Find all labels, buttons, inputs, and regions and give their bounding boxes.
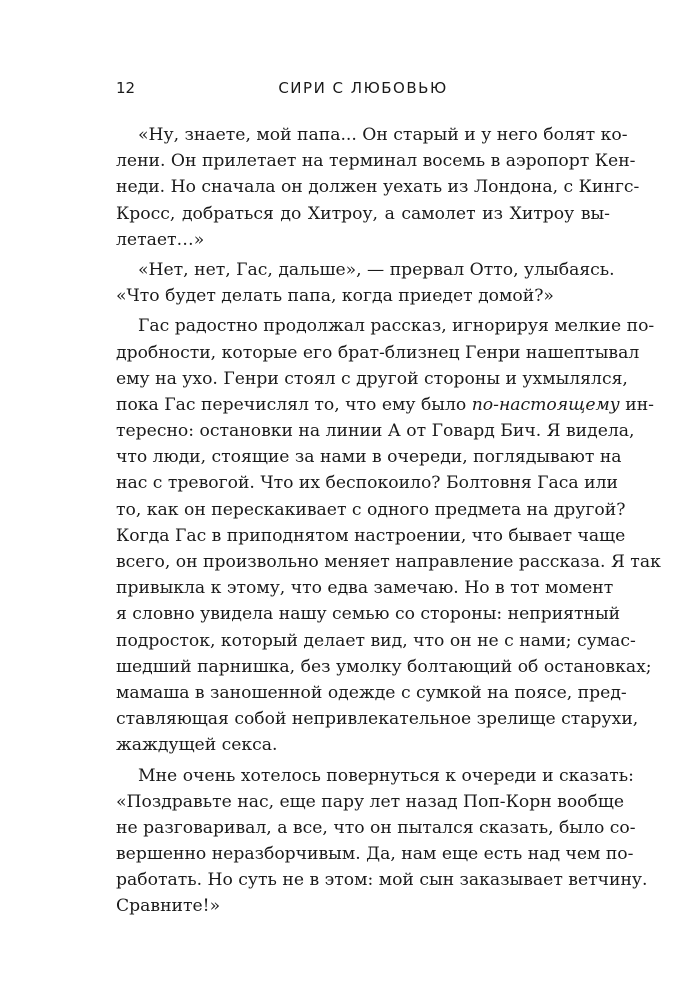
- text-segment: пока Гас перечислял то, что ему было: [116, 394, 467, 415]
- running-title: СИРИ С ЛЮБОВЬЮ: [278, 79, 448, 97]
- text-line: неди. Но сначала он должен уехать из Лондона, с Кингс-: [116, 177, 640, 198]
- text-line: я словно увидела нашу семью со стороны: неприятный: [116, 604, 621, 625]
- paragraph: [116, 122, 640, 253]
- text-line: нас с тревогой. Что их беспокоило? Болтовня Гаса или: [116, 473, 618, 494]
- paragraph: [116, 763, 648, 920]
- text-line: «Нет, нет, Гас, дальше», — прервал Отто, улыбаясь.: [138, 259, 615, 280]
- text-line: летает…»: [116, 229, 205, 250]
- text-line: Сравните!»: [116, 896, 221, 917]
- text-line: дробности, которые его брат-близнец Генри нашептывал: [116, 342, 640, 363]
- page-header: [116, 79, 610, 103]
- text-line: ему на ухо. Генри стоял с другой стороны и ухмылялся,: [116, 368, 628, 389]
- text-line: Мне очень хотелось повернуться к очереди и сказать:: [138, 765, 634, 786]
- text-line: что люди, стоящие за нами в очереди, поглядывают на: [116, 447, 622, 468]
- text-line: мамаша в заношенной одежде с сумкой на поясе, пред-: [116, 682, 627, 703]
- text-line: жаждущей секса.: [116, 735, 278, 756]
- text-line: пока Гас перечислял то, что ему было по-настоящему ин-: [116, 394, 654, 415]
- text-line: Кросс, добраться до Хитроу, а самолет из Хитроу вы-: [116, 203, 610, 224]
- text-line: «Ну, знаете, мой папа... Он старый и у него болят ко-: [138, 125, 628, 145]
- text-line: подросток, который делает вид, что он не с нами; сумас-: [116, 630, 636, 651]
- text-line: работать. Но суть не в этом: мой сын заказывает ветчину.: [116, 870, 648, 891]
- text-line: ставляющая собой непривлекательное зрелище старухи,: [116, 709, 639, 730]
- text-line: не разговаривал, а все, что он пытался сказать, было со-: [116, 817, 636, 838]
- text-line: «Что будет делать папа, когда приедет домой?»: [116, 286, 554, 307]
- text-line: то, как он перескакивает с одного предмета на другой?: [116, 499, 626, 520]
- text-line: вершенно неразборчивым. Да, нам еще есть над чем по-: [116, 844, 634, 865]
- paragraph: [116, 313, 661, 758]
- body-text: [116, 122, 661, 920]
- text-line: «Поздравьте нас, еще пару лет назад Поп-Корн вообще: [116, 791, 625, 812]
- page-number: 12: [116, 79, 136, 97]
- text-line: Когда Гас в приподнятом настроении, что бывает чаще: [116, 525, 626, 546]
- text-line: тересно: остановки на линии А от Говард Бич. Я видела,: [116, 421, 635, 442]
- text-line: шедший парнишка, без умолку болтающий об остановках;: [116, 656, 652, 677]
- paragraph: [116, 257, 615, 309]
- text-line: привыкла к этому, что едва замечаю. Но в тот момент: [116, 578, 614, 599]
- emphasized-word: по-настоящему: [471, 394, 620, 415]
- text-line: лени. Он прилетает на терминал восемь в аэропорт Кен-: [116, 151, 636, 172]
- text-line: всего, он произвольно меняет направление рассказа. Я так: [116, 552, 661, 572]
- text-line: Гас радостно продолжал рассказ, игнорируя мелкие по-: [138, 316, 655, 337]
